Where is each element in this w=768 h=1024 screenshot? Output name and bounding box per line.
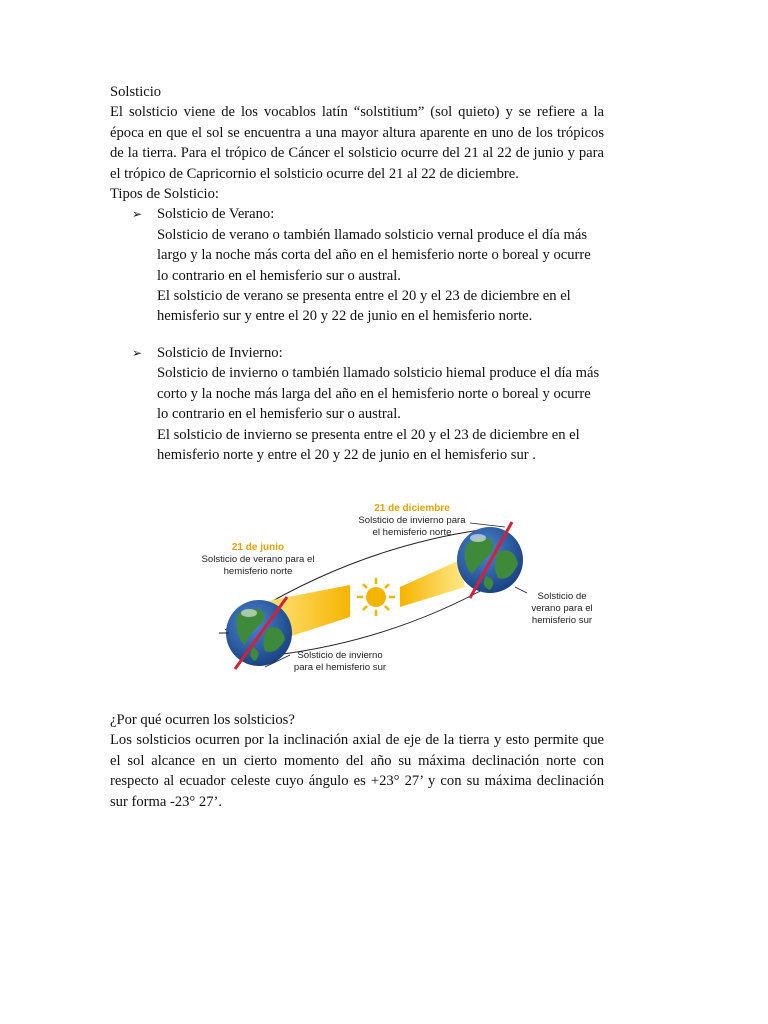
- document-title: Solsticio: [110, 84, 162, 100]
- summer-bullet: [132, 204, 604, 224]
- winter-bullet: [132, 343, 604, 363]
- december-label-line-2: el hemisferio norte: [372, 527, 452, 538]
- document-body: [110, 82, 604, 465]
- june-label: [193, 542, 323, 578]
- june-label-line-1: Solsticio de verano para el: [201, 554, 315, 565]
- summer-south-line-2: verano para el: [531, 603, 593, 614]
- winter-south-label: [285, 650, 395, 674]
- sun-icon: [357, 578, 395, 616]
- winter-paragraph-2: El solsticio de invierno se presenta entre el 20 y el 23 de diciembre en el hemisferio norte y entre el 20 y 22 de junio en el hemisferio sur .: [157, 426, 580, 463]
- summer-heading: Solsticio de Verano:: [157, 206, 275, 223]
- summer-south-line-1: Solsticio de: [537, 591, 587, 602]
- winter-heading: Solsticio de Invierno:: [157, 344, 283, 361]
- intro-paragraph: El solsticio viene de los vocablos latín “solstitium” (sol quieto) y se refiere a la época en que el sol se encuentra a una mayor altura aparente en uno de los trópicos de la tierra. Para el trópico de Cáncer el solsticio ocurre del 21 al 22 de junio y para el trópico de Capricornio el solsticio ocurre del 21 al 22 de diciembre.: [110, 104, 604, 182]
- december-label: [347, 503, 477, 539]
- question-section: [110, 710, 604, 812]
- december-date: 21 de diciembre: [374, 503, 450, 514]
- summer-south-line-3: hemisferio sur: [531, 615, 593, 626]
- question-heading: ¿Por qué ocurren los solsticios?: [110, 712, 295, 728]
- solstice-diagram: [195, 495, 615, 690]
- winter-south-line-2: para el hemisferio sur: [293, 662, 387, 673]
- june-label-line-2: hemisferio norte: [223, 566, 293, 577]
- arrowhead-bullet-icon: ➢: [132, 207, 143, 222]
- winter-south-line-1: Solsticio de invierno: [297, 650, 383, 661]
- december-label-line-1: Solsticio de invierno para: [358, 515, 466, 526]
- summer-paragraph-2: El solsticio de verano se presenta entre el 20 y el 23 de diciembre en el hemisferio sur y entre el 20 y 22 de junio en el hemisferio norte.: [157, 288, 571, 325]
- sunbeam-right: [400, 560, 465, 607]
- summer-south-label: [521, 591, 603, 627]
- june-date: 21 de junio: [231, 542, 285, 553]
- winter-paragraph-1: Solsticio de invierno o también llamado solsticio hiemal produce el día más corto y la noche más larga del año en el hemisferio norte o boreal y ocurre lo contrario en el hemisferio sur o austral.: [157, 365, 600, 423]
- summer-paragraph-1: Solsticio de verano o también llamado solsticio vernal produce el día más largo y la noche más corta del año en el hemisferio norte o boreal y ocurre lo contrario en el hemisferio sur o austral.: [157, 226, 591, 284]
- types-heading: Tipos de Solsticio:: [110, 186, 219, 203]
- earth-june-icon: [219, 597, 292, 669]
- question-paragraph: Los solsticios ocurren por la inclinación axial de eje de la tierra y esto permite que el sol alcance en un cierto momento del año su máxima declinación norte con respecto al ecuador celeste cuyo ángulo es +23° 27’ y con su máxima declinación sur forma -23° 27’.: [110, 732, 604, 810]
- arrowhead-bullet-icon: ➢: [132, 345, 143, 360]
